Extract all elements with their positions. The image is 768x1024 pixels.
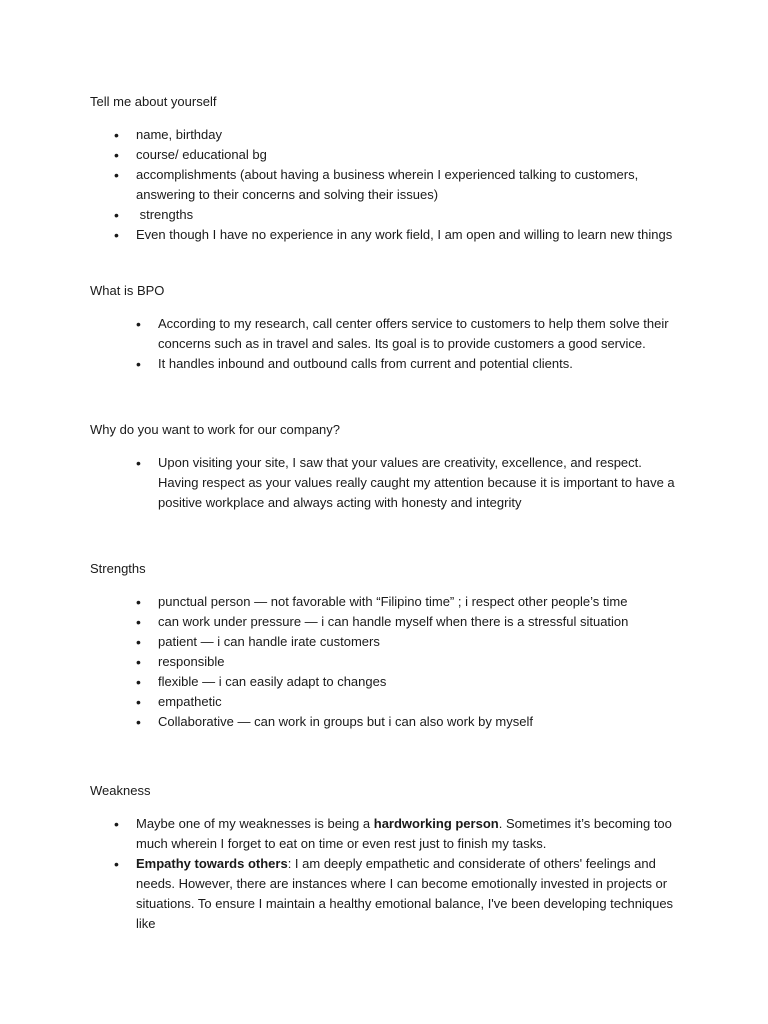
bullet-list-about-yourself [136,125,696,245]
list-item: • Upon visiting your site, I saw that your values are creativity, excellence, and respect. Having respect as your values really caught my attention because it is important to have a positive workplace and always acting with honesty and integrity [158,453,678,513]
bullet-list-weakness [136,814,696,934]
bullet-list-strengths [158,592,678,732]
list-item: • flexible — i can easily adapt to changes [158,672,678,692]
bullet-list-what-is-bpo [158,314,678,374]
heading-weakness: Weakness [90,783,151,798]
list-item: • It handles inbound and outbound calls from current and potential clients. [158,354,678,374]
bullet-list-why-company [158,453,678,513]
list-item: • can work under pressure — i can handle myself when there is a stressful situation [158,612,678,632]
list-item: • Even though I have no experience in any work field, I am open and willing to learn new things [136,225,696,245]
list-item: • strengths [136,205,696,225]
list-item: • According to my research, call center offers service to customers to help them solve their concerns such as in travel and sales. Its goal is to provide customers a good service. [158,314,678,354]
list-item: • punctual person — not favorable with “Filipino time” ; i respect other people’s time [158,592,678,612]
heading-why-work-for-company: Why do you want to work for our company? [90,422,341,437]
list-item: • responsible [158,652,678,672]
list-item: • name, birthday [136,125,696,145]
list-item: • accomplishments (about having a business wherein I experienced talking to customers, answering to their concerns and solving their issues) [136,165,696,205]
list-item: • Empathy towards others: I am deeply empathetic and considerate of others' feelings and needs. However, there are instances where I can become emotionally invested in projects or situations. To ensure I maintain a healthy emotional balance, I've been developing techniques like [136,854,696,934]
list-item: • course/ educational bg [136,145,696,165]
heading-tell-me-about-yourself: Tell me about yourself [90,94,217,109]
list-item: • Maybe one of my weaknesses is being a hardworking person. Sometimes it’s becoming too much wherein I forget to eat on time or even rest just to finish my tasks. [136,814,696,854]
list-item: • patient — i can handle irate customers [158,632,678,652]
list-item: • empathetic [158,692,678,712]
heading-what-is-bpo: What is BPO [90,283,165,298]
list-item: • Collaborative — can work in groups but i can also work by myself [158,712,678,732]
heading-strengths: Strengths [90,561,146,576]
